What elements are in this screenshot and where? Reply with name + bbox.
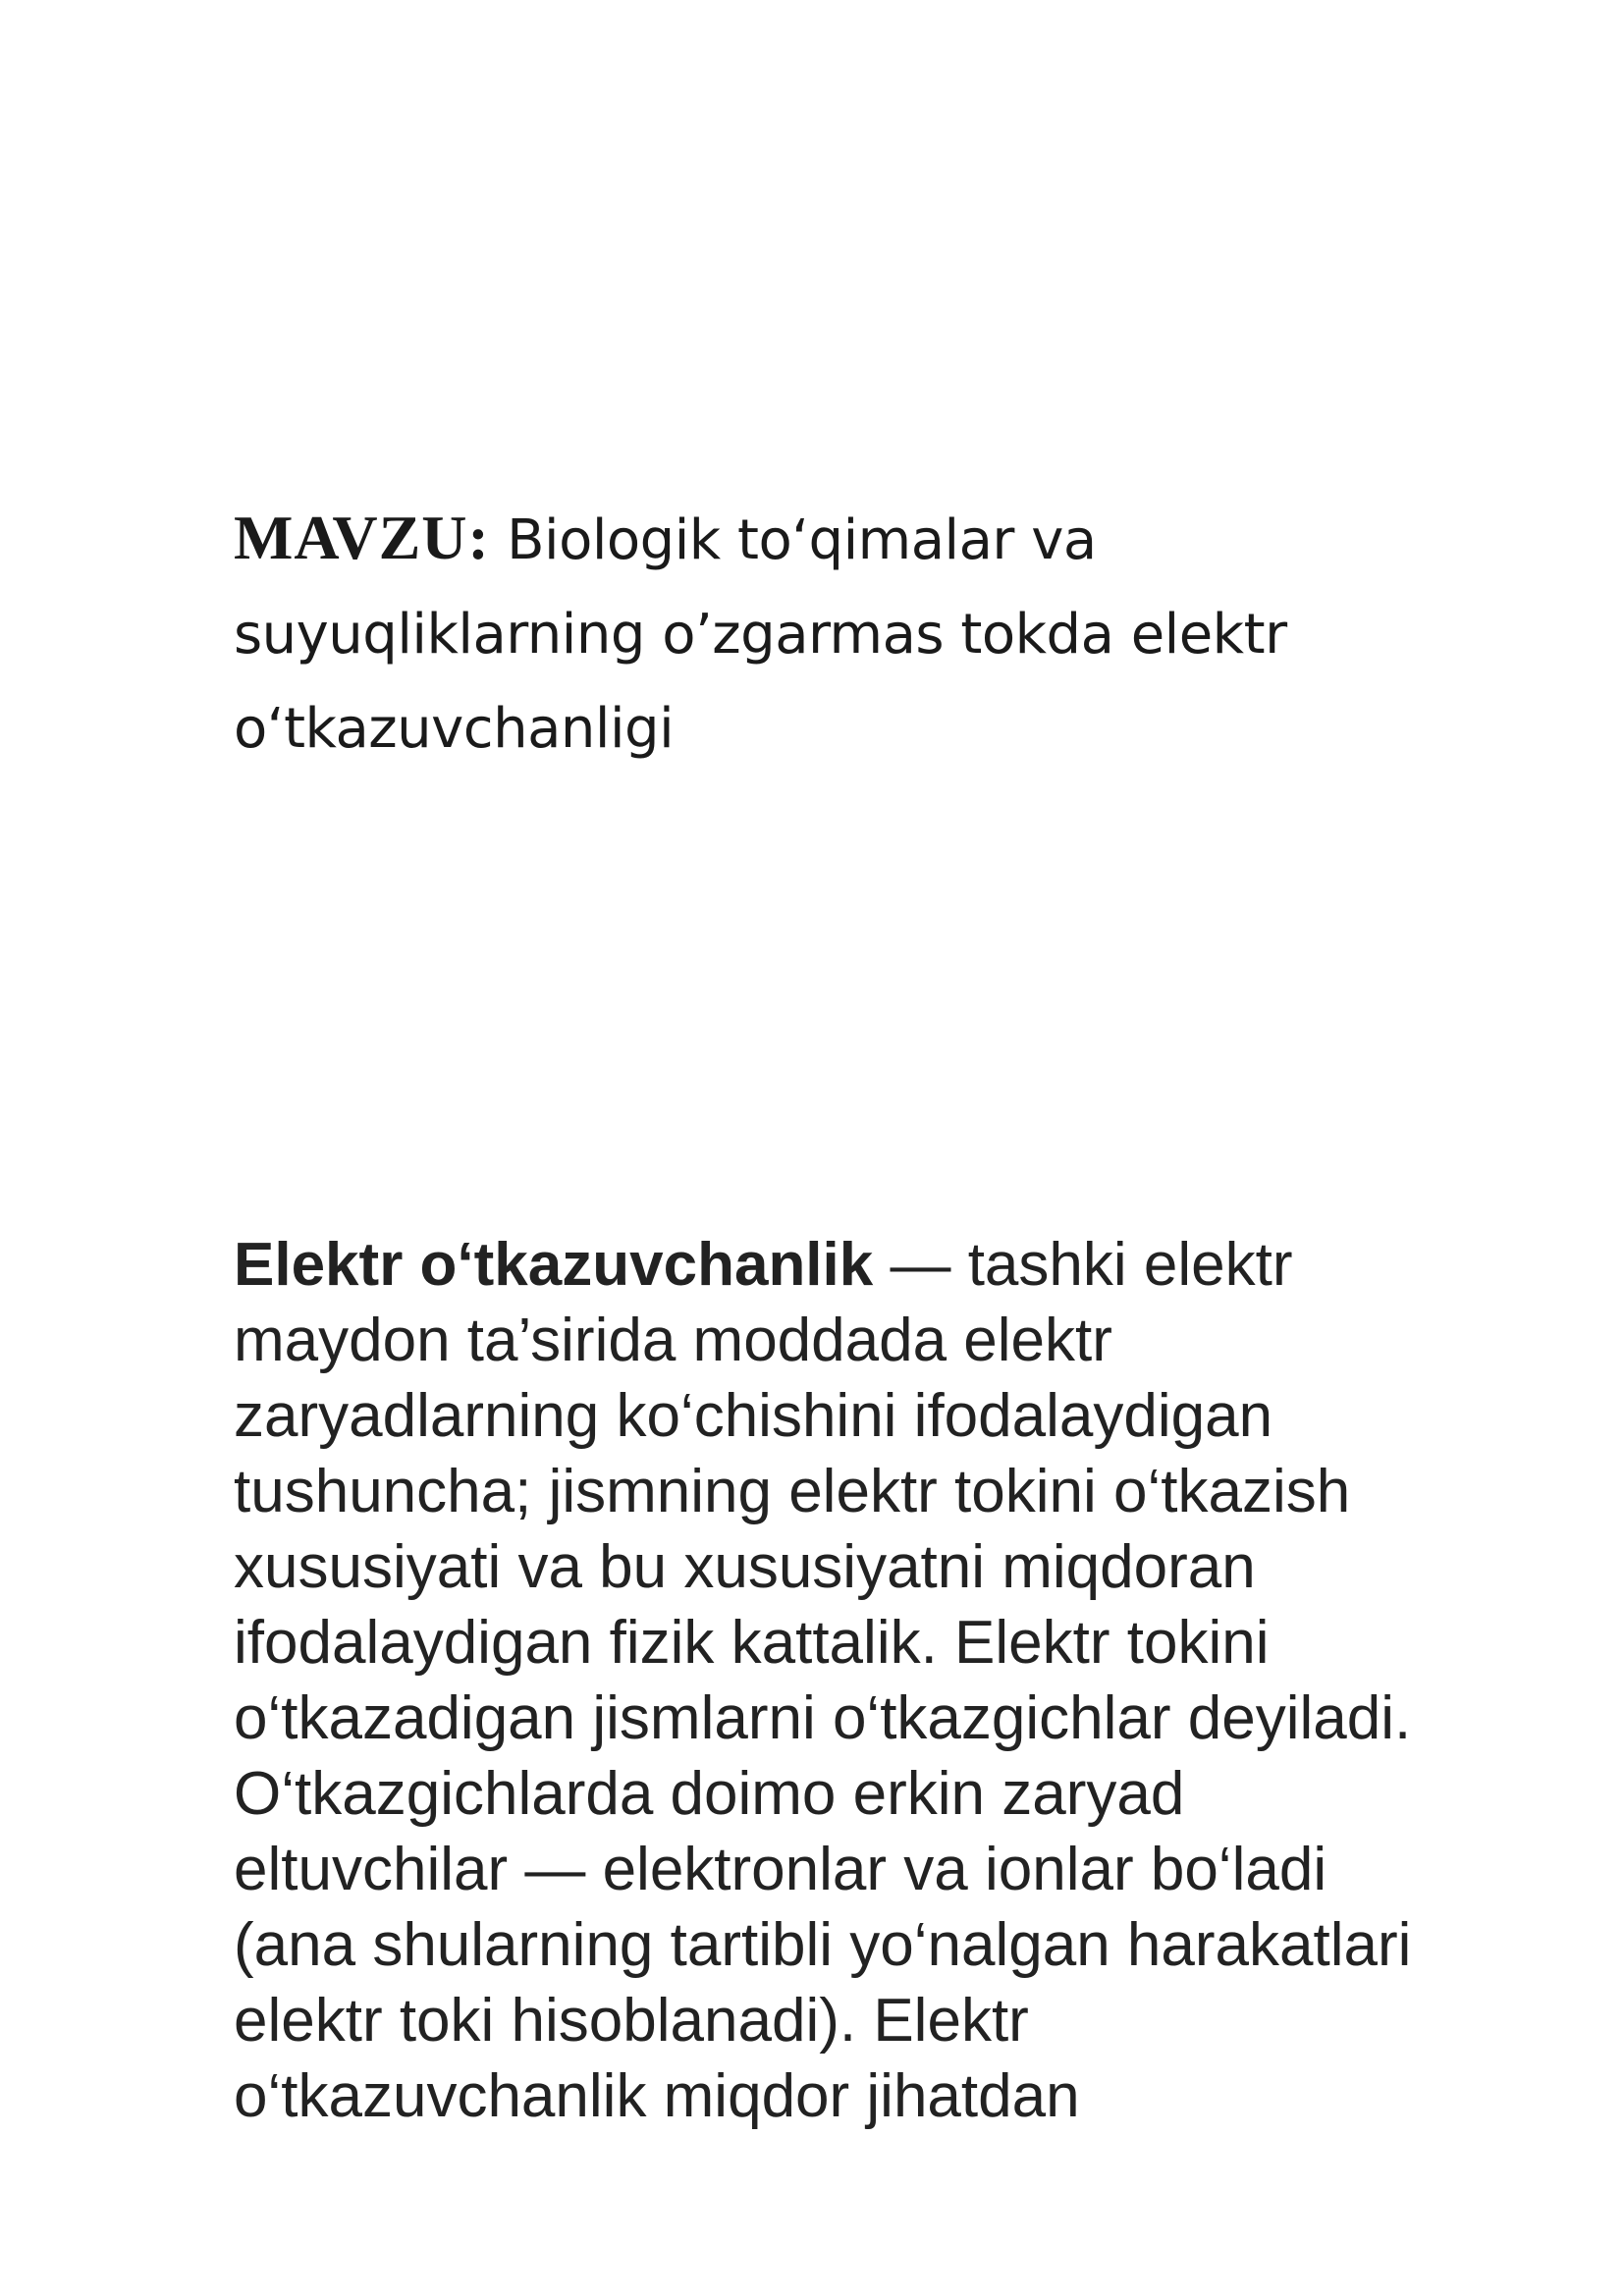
title-text-1: Biologik to‘qimalar va	[507, 508, 1097, 572]
paragraph-line-7: o‘tkazadigan jismlarni o‘tkazgichlar deyiladi.	[234, 1684, 1412, 1752]
defined-term: Elektr o‘tkazuvchanlik	[234, 1231, 874, 1299]
paragraph-line-9: eltuvchilar — elektronlar va ionlar bo‘ladi	[234, 1836, 1327, 1903]
paragraph-line-10: (ana shularning tartibli yo‘nalgan harakatlari	[234, 1911, 1412, 1979]
paragraph-line-4: tushuncha; jismning elektr tokini o‘tkazish	[234, 1458, 1351, 1525]
definition-paragraph	[234, 1227, 1510, 2134]
title-line-2: suyuqliklarning o’zgarmas tokda elektr	[234, 603, 1287, 667]
paragraph-line-11: elektr toki hisoblanadi). Elektr	[234, 1987, 1029, 2055]
paragraph-line-5: xususiyati va bu xususiyatni miqdoran	[234, 1533, 1256, 1601]
topic-title	[234, 491, 1412, 776]
paragraph-line-2: maydon ta’sirida moddada elektr	[234, 1307, 1112, 1374]
title-line-1	[234, 491, 1412, 588]
paragraph-line-8: O‘tkazgichlarda doimo erkin zaryad	[234, 1760, 1185, 1828]
paragraph-line-3: zaryadlarning ko‘chishini ifodalaydigan	[234, 1382, 1273, 1450]
title-line-3: o‘tkazuvchanligi	[234, 697, 675, 761]
topic-label: MAVZU:	[234, 503, 490, 572]
paragraph-text-1: — tashki elektr	[873, 1231, 1293, 1299]
paragraph-line-12: o‘tkazuvchanlik miqdor jihatdan	[234, 2062, 1080, 2130]
paragraph-line-6: ifodalaydigan fizik kattalik. Elektr tokini	[234, 1609, 1270, 1677]
paragraph-line-1	[234, 1227, 1510, 1303]
